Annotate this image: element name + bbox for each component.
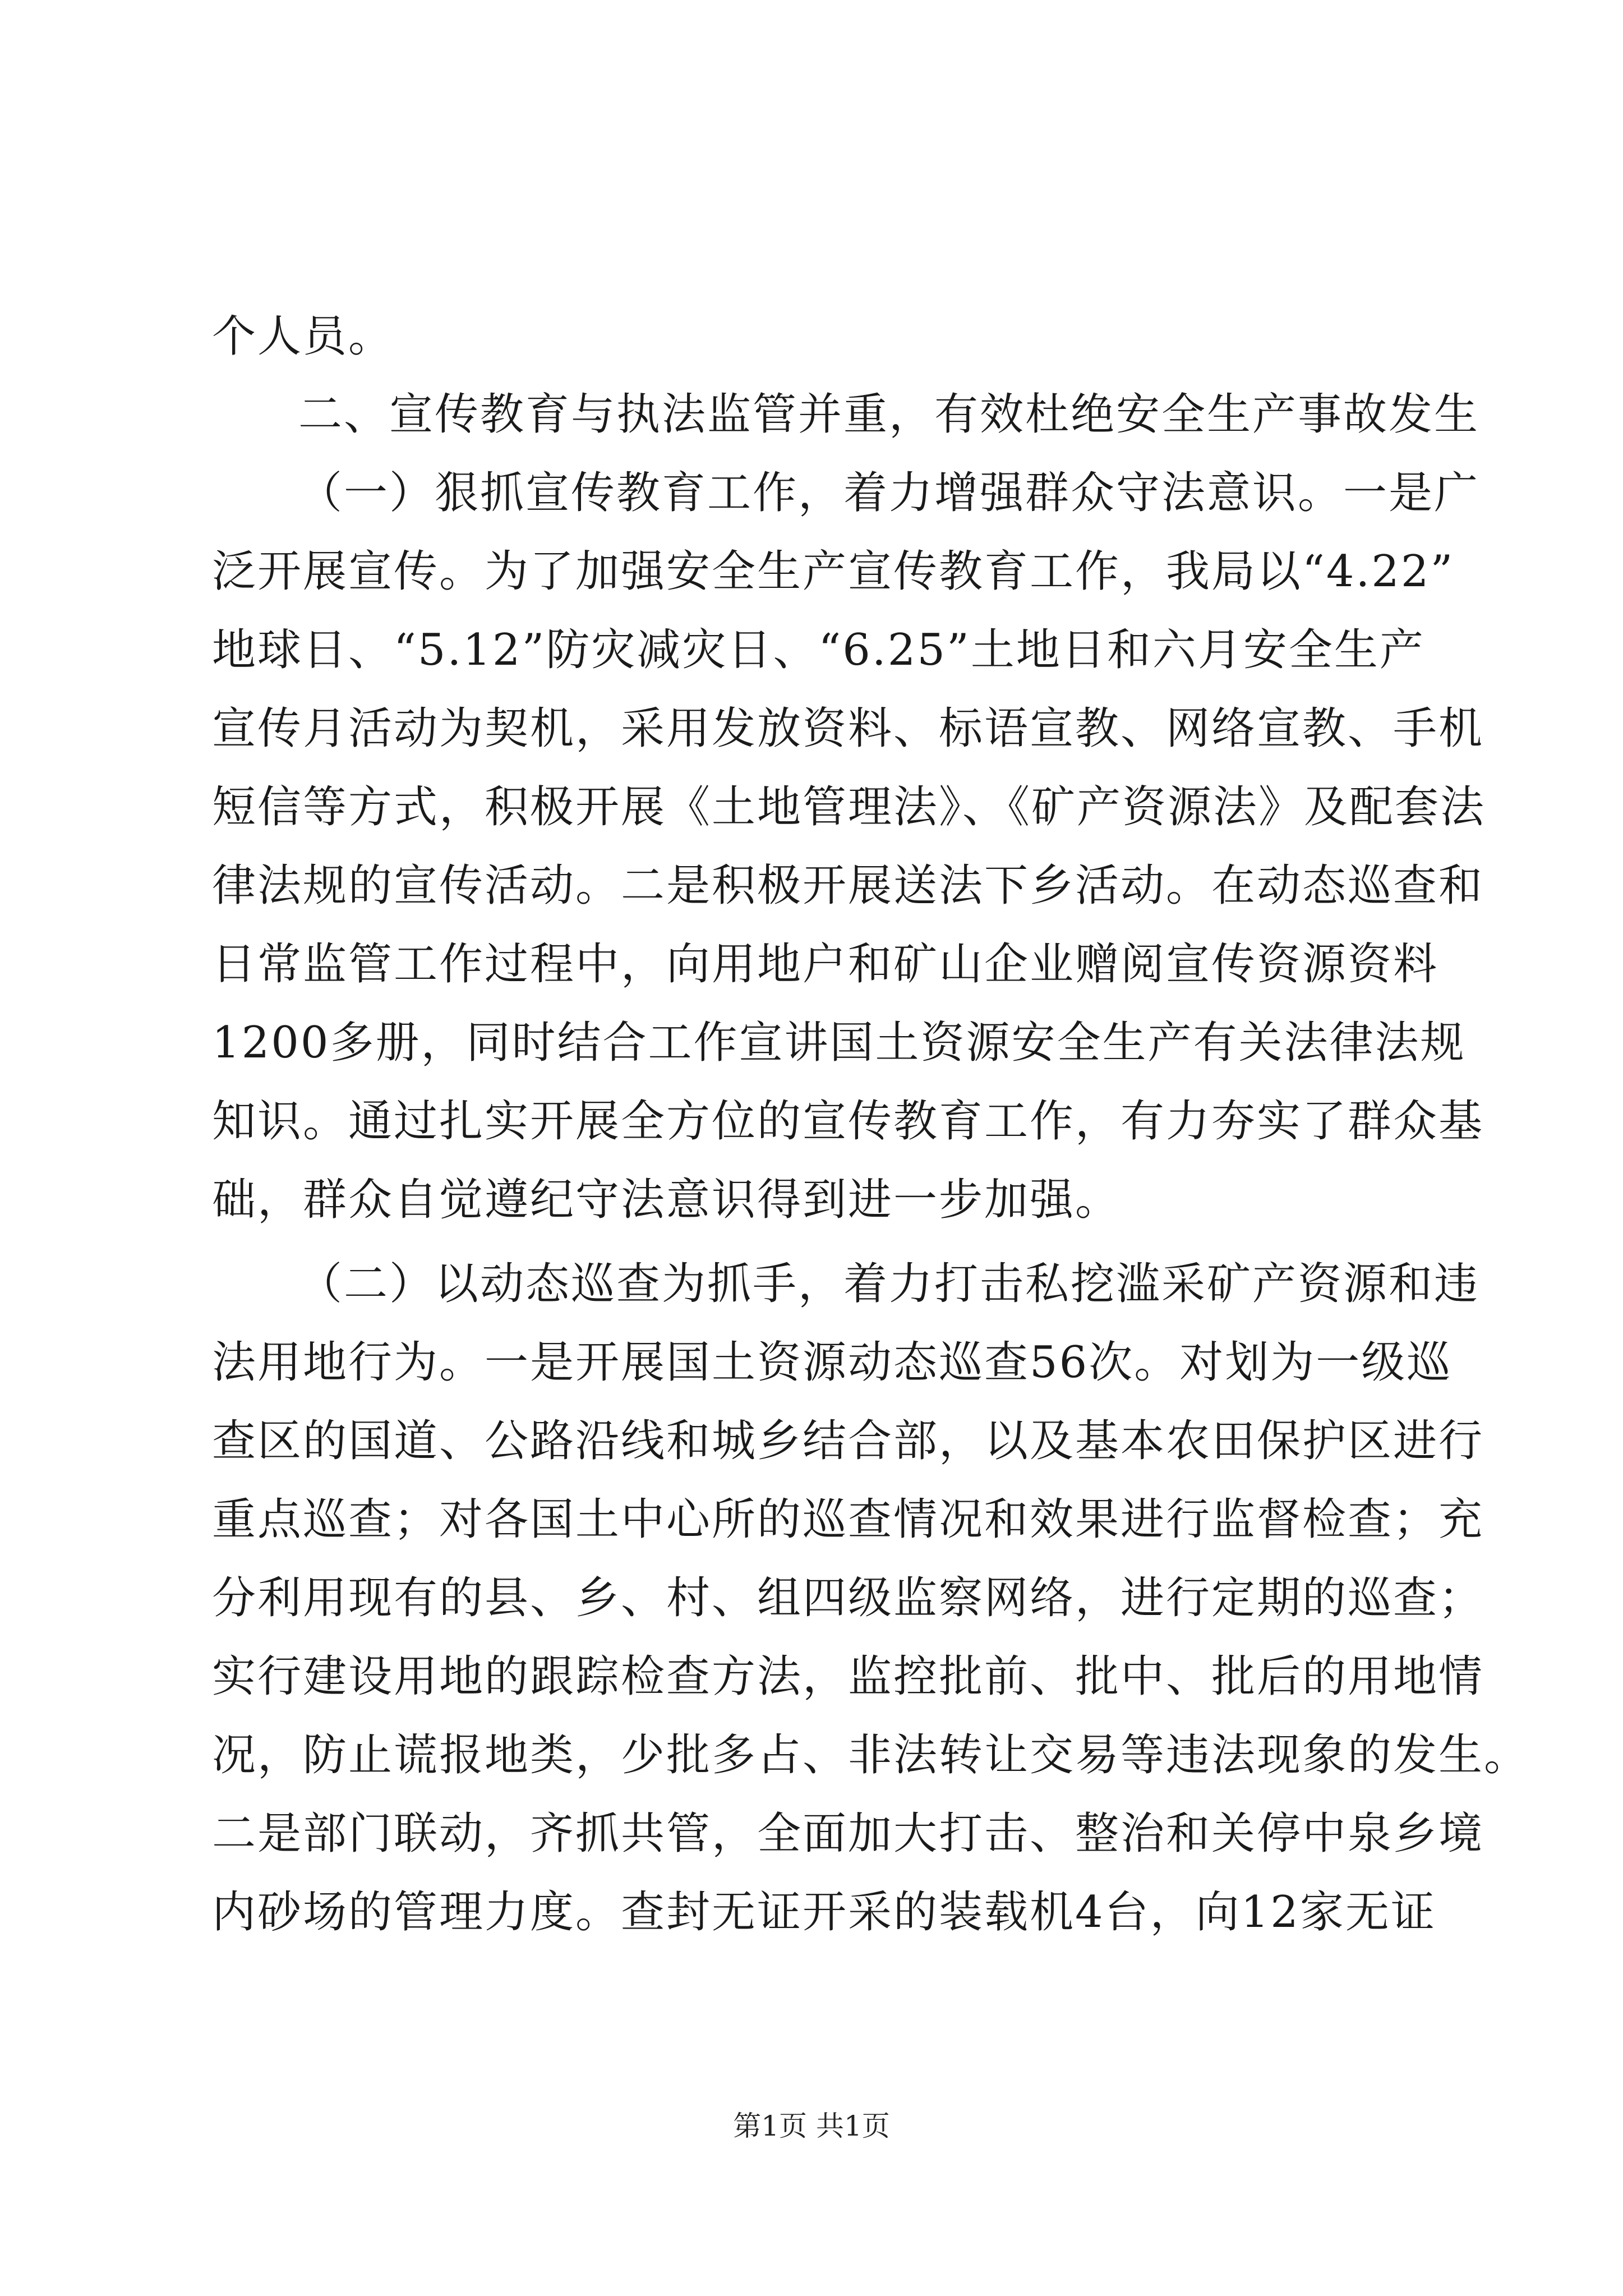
text-line: 实行建设用地的跟踪检查方法，监控批前、批中、批后的用地情 xyxy=(212,1651,1484,1702)
text-line: 内砂场的管理力度。查封无证开采的装载机4台，向12家无证 xyxy=(212,1887,1436,1938)
text-line: 短信等方式，积极开展《土地管理法》、《矿产资源法》及配套法 xyxy=(212,782,1486,832)
section-heading: 二、宣传教育与执法监管并重，有效杜绝安全生产事故发生 xyxy=(298,389,1480,440)
text-line: 查区的国道、公路沿线和城乡结合部，以及基本农田保护区进行 xyxy=(212,1416,1484,1466)
text-line: 个人员。 xyxy=(212,311,394,362)
text-line: 知识。通过扎实开展全方位的宣传教育工作，有力夯实了群众基 xyxy=(212,1096,1484,1147)
text-line: 二是部门联动，齐抓共管，全面加大打击、整治和关停中泉乡境 xyxy=(212,1809,1484,1859)
text-line: 重点巡查；对各国土中心所的巡查情况和效果进行监督检查；充 xyxy=(212,1494,1484,1545)
text-line: 分利用现有的县、乡、村、组四级监察网络，进行定期的巡查； xyxy=(212,1573,1484,1623)
text-line: 宣传月活动为契机，采用发放资料、标语宣教、网络宣教、手机 xyxy=(212,703,1484,754)
text-line: 泛开展宣传。为了加强安全生产宣传教育工作，我局以“4.22” xyxy=(212,546,1455,597)
text-line: 法用地行为。一是开展国土资源动态巡查56次。对划为一级巡 xyxy=(212,1337,1453,1388)
text-line: （一）狠抓宣传教育工作，着力增强群众守法意识。一是广 xyxy=(298,468,1480,518)
text-line: 况，防止谎报地类，少批多占、非法转让交易等违法现象的发生。 xyxy=(212,1730,1530,1780)
text-line: 日常监管工作过程中，向用地户和矿山企业赠阅宣传资源资料 xyxy=(212,939,1439,990)
text-line: 律法规的宣传活动。二是积极开展送法下乡活动。在动态巡查和 xyxy=(212,861,1484,911)
text-line: 1200多册，同时结合工作宣讲国土资源安全生产有关法律法规 xyxy=(212,1018,1466,1068)
page-number: 第1页 共1页 xyxy=(733,2110,890,2142)
text-line: 础，群众自觉遵纪守法意识得到进一步加强。 xyxy=(212,1175,1121,1225)
text-line: 地球日、“5.12”防灾减灾日、“6.25”土地日和六月安全生产 xyxy=(212,625,1425,675)
text-line: （二）以动态巡查为抓手，着力打击私挖滥采矿产资源和违 xyxy=(298,1259,1480,1309)
